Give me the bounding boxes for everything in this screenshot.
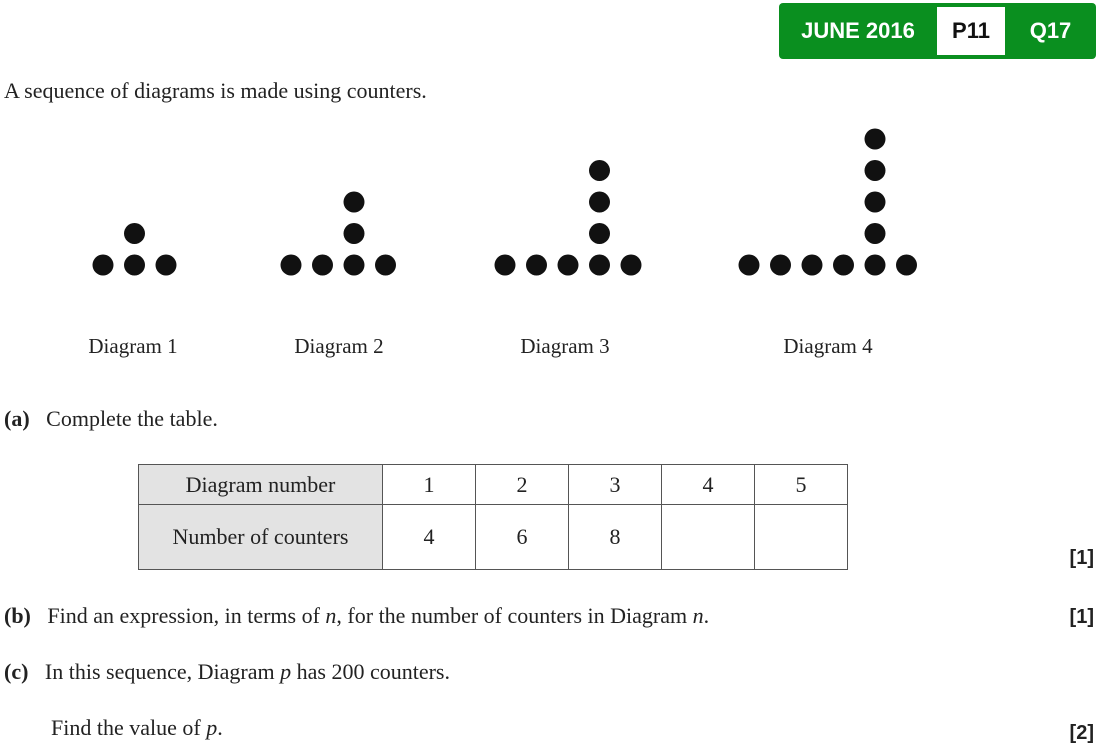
counter xyxy=(344,223,365,244)
counter xyxy=(495,255,516,276)
counters-cell: 4 xyxy=(383,505,476,570)
diagram-number-header: Diagram number xyxy=(139,465,383,505)
counter xyxy=(739,255,760,276)
part-c-line1-before: In this sequence, Diagram xyxy=(44,659,281,684)
diagram-number-row xyxy=(139,465,848,505)
counter xyxy=(865,129,886,150)
variable-n: n xyxy=(325,603,337,628)
diagram-number-cell: 4 xyxy=(662,465,755,505)
counter xyxy=(281,255,302,276)
counter xyxy=(833,255,854,276)
diagram-1 xyxy=(93,223,177,276)
counter xyxy=(865,223,886,244)
counters-header: Number of counters xyxy=(139,505,383,570)
part-a-text: Complete the table. xyxy=(46,406,218,431)
part-b-text-after: . xyxy=(703,603,710,628)
paper-number: P11 xyxy=(937,7,1005,55)
counter xyxy=(589,223,610,244)
counter xyxy=(124,223,145,244)
diagram-2-caption: Diagram 2 xyxy=(294,334,384,358)
counter xyxy=(589,192,610,213)
diagram-4-caption: Diagram 4 xyxy=(783,334,873,358)
variable-n: n xyxy=(692,603,704,628)
question-number: Q17 xyxy=(1029,18,1072,43)
diagram-number-cell: 5 xyxy=(755,465,848,505)
counter xyxy=(865,255,886,276)
counters-cell: 8 xyxy=(569,505,662,570)
counter xyxy=(156,255,177,276)
counter xyxy=(865,192,886,213)
counter xyxy=(589,255,610,276)
diagram-number-cell: 3 xyxy=(569,465,662,505)
part-c-line1-after: has 200 counters. xyxy=(291,659,450,684)
part-c-label: (c) xyxy=(4,659,29,684)
diagram-number-cell: 1 xyxy=(383,465,476,505)
part-c-marks: [2] xyxy=(1069,722,1094,744)
part-b-text-before: Find an expression, in terms of xyxy=(47,603,326,628)
counter xyxy=(124,255,145,276)
part-c-line2-after: . xyxy=(217,715,223,740)
counter xyxy=(312,255,333,276)
counter xyxy=(344,192,365,213)
counter xyxy=(558,255,579,276)
diagram-number-cell: 2 xyxy=(476,465,569,505)
part-b-text-middle: , for the number of counters in Diagram xyxy=(336,603,693,628)
variable-p: p xyxy=(206,715,218,740)
diagram-1-caption: Diagram 1 xyxy=(88,334,178,358)
counter xyxy=(621,255,642,276)
part-c-prompt xyxy=(4,659,450,685)
counters-answer-cell[interactable] xyxy=(662,505,755,570)
counter xyxy=(375,255,396,276)
part-c-instruction xyxy=(51,715,223,741)
part-a-prompt xyxy=(4,406,218,432)
counter xyxy=(770,255,791,276)
part-b-label: (b) xyxy=(4,603,31,628)
part-a-label: (a) xyxy=(4,406,30,431)
counter xyxy=(896,255,917,276)
part-a-marks: [1] xyxy=(1069,547,1094,569)
diagram-2 xyxy=(281,192,397,276)
counters-cell: 6 xyxy=(476,505,569,570)
part-b-marks: [1] xyxy=(1069,606,1094,628)
diagram-3-caption: Diagram 3 xyxy=(520,334,610,358)
counter xyxy=(865,160,886,181)
sequence-table xyxy=(138,464,848,570)
question-reference-badge xyxy=(779,3,1096,59)
variable-p: p xyxy=(280,659,292,684)
part-b-prompt xyxy=(4,603,709,629)
counters-answer-cell[interactable] xyxy=(755,505,848,570)
intro-text: A sequence of diagrams is made using counters. xyxy=(4,78,427,103)
diagram-4 xyxy=(739,129,918,276)
counter-diagrams xyxy=(0,120,1100,290)
part-c-line2-before: Find the value of xyxy=(51,715,207,740)
counters-row xyxy=(139,505,848,570)
counter xyxy=(802,255,823,276)
counter xyxy=(526,255,547,276)
diagram-3 xyxy=(495,160,642,276)
counter xyxy=(93,255,114,276)
exam-date: JUNE 2016 xyxy=(801,18,915,43)
counter xyxy=(589,160,610,181)
counter xyxy=(344,255,365,276)
